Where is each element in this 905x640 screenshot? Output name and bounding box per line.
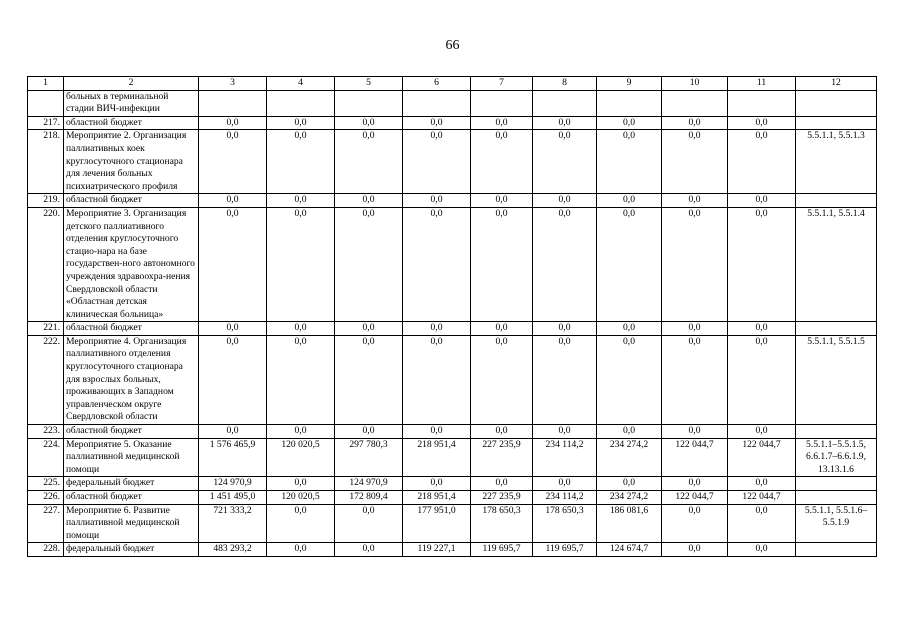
value-cell: 178 650,3 (533, 504, 597, 543)
value-cell: 0,0 (267, 543, 335, 557)
value-cell: 297 780,3 (335, 438, 403, 477)
value-cell: 172 809,4 (335, 491, 403, 505)
row-description: федеральный бюджет (64, 477, 199, 491)
column-header: 1 (28, 77, 64, 91)
value-cell: 186 081,6 (597, 504, 662, 543)
value-cell: 234 114,2 (533, 491, 597, 505)
value-cell: 0,0 (199, 425, 267, 439)
row-description: федеральный бюджет (64, 543, 199, 557)
value-cell: 0,0 (533, 477, 597, 491)
row-description: Мероприятие 4. Организация паллиативного отделения круглосуточного стационара для взрослых больных, проживающих в Западном управленческом округе Свердловской области (64, 335, 199, 424)
row-description: Мероприятие 5. Оказание паллиативной медицинской помощи (64, 438, 199, 477)
value-cell: 0,0 (199, 322, 267, 336)
row-description: областной бюджет (64, 322, 199, 336)
value-cell: 0,0 (199, 116, 267, 130)
target-indicator: 5.5.1.1–5.5.1.5, 6.6.1.7–6.6.1.9, 13.13.1.6 (796, 438, 877, 477)
value-cell: 0,0 (403, 194, 471, 208)
value-cell: 0,0 (533, 116, 597, 130)
row-description: областной бюджет (64, 491, 199, 505)
table-header-row (28, 77, 877, 91)
value-cell: 0,0 (403, 425, 471, 439)
table-row (28, 504, 877, 543)
value-cell: 122 044,7 (728, 438, 796, 477)
value-cell: 0,0 (403, 477, 471, 491)
value-cell: 0,0 (597, 207, 662, 321)
value-cell: 483 293,2 (199, 543, 267, 557)
value-cell (403, 90, 471, 116)
value-cell: 0,0 (471, 335, 533, 424)
value-cell: 0,0 (728, 194, 796, 208)
target-indicator: 5.5.1.1, 5.5.1.3 (796, 130, 877, 194)
value-cell: 0,0 (728, 207, 796, 321)
value-cell: 0,0 (533, 194, 597, 208)
column-header: 5 (335, 77, 403, 91)
table-row (28, 543, 877, 557)
value-cell: 0,0 (471, 477, 533, 491)
value-cell: 0,0 (662, 194, 728, 208)
value-cell: 120 020,5 (267, 491, 335, 505)
row-number: 223. (28, 425, 64, 439)
column-header: 9 (597, 77, 662, 91)
row-number: 218. (28, 130, 64, 194)
value-cell (199, 90, 267, 116)
value-cell: 0,0 (597, 194, 662, 208)
value-cell: 0,0 (597, 322, 662, 336)
value-cell: 0,0 (533, 335, 597, 424)
row-description: Мероприятие 2. Организация паллиативных коек круглосуточного стационара для лечения больных психиатрического профиля (64, 130, 199, 194)
value-cell: 119 695,7 (533, 543, 597, 557)
table-row (28, 425, 877, 439)
target-indicator: 5.5.1.1, 5.5.1.5 (796, 335, 877, 424)
budget-table (27, 76, 877, 557)
target-indicator (796, 90, 877, 116)
table-row (28, 322, 877, 336)
value-cell: 0,0 (267, 194, 335, 208)
row-number: 217. (28, 116, 64, 130)
table-row (28, 335, 877, 424)
value-cell: 0,0 (199, 130, 267, 194)
target-indicator: 5.5.1.1, 5.5.1.6–5.5.1.9 (796, 504, 877, 543)
value-cell: 0,0 (471, 194, 533, 208)
target-indicator (796, 194, 877, 208)
value-cell: 0,0 (199, 207, 267, 321)
column-header: 11 (728, 77, 796, 91)
value-cell: 0,0 (267, 477, 335, 491)
value-cell: 1 451 495,0 (199, 491, 267, 505)
value-cell: 0,0 (662, 543, 728, 557)
target-indicator (796, 322, 877, 336)
target-indicator: 5.5.1.1, 5.5.1.4 (796, 207, 877, 321)
value-cell: 178 650,3 (471, 504, 533, 543)
value-cell: 0,0 (662, 425, 728, 439)
row-number: 222. (28, 335, 64, 424)
value-cell: 0,0 (662, 335, 728, 424)
value-cell: 218 951,4 (403, 438, 471, 477)
value-cell: 0,0 (199, 194, 267, 208)
value-cell (728, 90, 796, 116)
value-cell: 0,0 (662, 504, 728, 543)
value-cell: 234 114,2 (533, 438, 597, 477)
value-cell: 119 695,7 (471, 543, 533, 557)
target-indicator (796, 477, 877, 491)
value-cell: 0,0 (728, 425, 796, 439)
table-row (28, 130, 877, 194)
table-row (28, 207, 877, 321)
value-cell: 0,0 (335, 116, 403, 130)
value-cell: 0,0 (403, 322, 471, 336)
row-number: 226. (28, 491, 64, 505)
value-cell: 0,0 (728, 504, 796, 543)
table-row (28, 438, 877, 477)
column-header: 7 (471, 77, 533, 91)
value-cell: 0,0 (267, 116, 335, 130)
value-cell: 0,0 (662, 207, 728, 321)
target-indicator (796, 116, 877, 130)
value-cell: 0,0 (471, 322, 533, 336)
table-row (28, 477, 877, 491)
value-cell: 0,0 (728, 543, 796, 557)
value-cell: 122 044,7 (662, 438, 728, 477)
value-cell: 0,0 (335, 207, 403, 321)
value-cell (662, 90, 728, 116)
column-header: 8 (533, 77, 597, 91)
value-cell: 0,0 (597, 425, 662, 439)
table-row (28, 90, 877, 116)
value-cell: 122 044,7 (662, 491, 728, 505)
value-cell: 0,0 (728, 477, 796, 491)
value-cell: 0,0 (335, 425, 403, 439)
value-cell (471, 90, 533, 116)
value-cell: 177 951,0 (403, 504, 471, 543)
column-header: 3 (199, 77, 267, 91)
value-cell: 120 020,5 (267, 438, 335, 477)
page-number: 66 (445, 38, 460, 53)
value-cell: 122 044,7 (728, 491, 796, 505)
value-cell: 234 274,2 (597, 438, 662, 477)
row-number: 221. (28, 322, 64, 336)
value-cell: 124 970,9 (335, 477, 403, 491)
value-cell: 0,0 (533, 322, 597, 336)
row-description: областной бюджет (64, 194, 199, 208)
column-header: 12 (796, 77, 877, 91)
value-cell: 0,0 (335, 194, 403, 208)
row-description: больных в терминальной стадии ВИЧ-инфекции (64, 90, 199, 116)
target-indicator (796, 543, 877, 557)
target-indicator (796, 491, 877, 505)
column-header: 10 (662, 77, 728, 91)
value-cell: 0,0 (471, 130, 533, 194)
value-cell: 0,0 (335, 543, 403, 557)
value-cell: 0,0 (597, 335, 662, 424)
value-cell: 0,0 (533, 130, 597, 194)
value-cell: 0,0 (267, 207, 335, 321)
value-cell: 0,0 (471, 207, 533, 321)
value-cell: 0,0 (335, 130, 403, 194)
value-cell: 0,0 (662, 477, 728, 491)
row-number: 224. (28, 438, 64, 477)
value-cell: 0,0 (533, 425, 597, 439)
value-cell: 0,0 (728, 322, 796, 336)
row-number: 219. (28, 194, 64, 208)
row-number: 227. (28, 504, 64, 543)
value-cell: 0,0 (662, 130, 728, 194)
target-indicator (796, 425, 877, 439)
value-cell: 0,0 (662, 116, 728, 130)
value-cell: 124 674,7 (597, 543, 662, 557)
value-cell: 0,0 (403, 335, 471, 424)
value-cell: 0,0 (471, 116, 533, 130)
value-cell: 234 274,2 (597, 491, 662, 505)
table-row (28, 116, 877, 130)
row-number: 225. (28, 477, 64, 491)
value-cell: 0,0 (403, 130, 471, 194)
value-cell: 0,0 (267, 504, 335, 543)
value-cell (335, 90, 403, 116)
value-cell: 0,0 (267, 335, 335, 424)
value-cell: 0,0 (597, 477, 662, 491)
row-description: Мероприятие 3. Организация детского паллиативного отделения круглосуточного стацио-нара на базе государствен-ного автономного учреждения здравоохра-нения Свердловской области «Областная детская клиническая больница» (64, 207, 199, 321)
value-cell: 1 576 465,9 (199, 438, 267, 477)
value-cell: 0,0 (471, 425, 533, 439)
value-cell: 0,0 (335, 504, 403, 543)
value-cell: 0,0 (403, 116, 471, 130)
value-cell: 0,0 (533, 207, 597, 321)
column-header: 6 (403, 77, 471, 91)
value-cell: 0,0 (728, 130, 796, 194)
value-cell: 0,0 (597, 130, 662, 194)
row-description: областной бюджет (64, 425, 199, 439)
value-cell: 0,0 (335, 322, 403, 336)
value-cell: 0,0 (597, 116, 662, 130)
value-cell: 0,0 (662, 322, 728, 336)
value-cell: 0,0 (403, 207, 471, 321)
value-cell: 227 235,9 (471, 491, 533, 505)
row-description: областной бюджет (64, 116, 199, 130)
column-header: 4 (267, 77, 335, 91)
value-cell: 119 227,1 (403, 543, 471, 557)
row-number (28, 90, 64, 116)
row-number: 228. (28, 543, 64, 557)
column-header: 2 (64, 77, 199, 91)
value-cell: 721 333,2 (199, 504, 267, 543)
row-number: 220. (28, 207, 64, 321)
table-row (28, 194, 877, 208)
value-cell: 227 235,9 (471, 438, 533, 477)
value-cell: 0,0 (267, 425, 335, 439)
value-cell (597, 90, 662, 116)
value-cell: 124 970,9 (199, 477, 267, 491)
value-cell: 0,0 (728, 335, 796, 424)
row-description: Мероприятие 6. Развитие паллиативной медицинской помощи (64, 504, 199, 543)
value-cell: 0,0 (335, 335, 403, 424)
table-row (28, 491, 877, 505)
value-cell: 0,0 (267, 322, 335, 336)
value-cell: 0,0 (267, 130, 335, 194)
value-cell: 218 951,4 (403, 491, 471, 505)
value-cell (533, 90, 597, 116)
value-cell (267, 90, 335, 116)
value-cell: 0,0 (728, 116, 796, 130)
value-cell: 0,0 (199, 335, 267, 424)
